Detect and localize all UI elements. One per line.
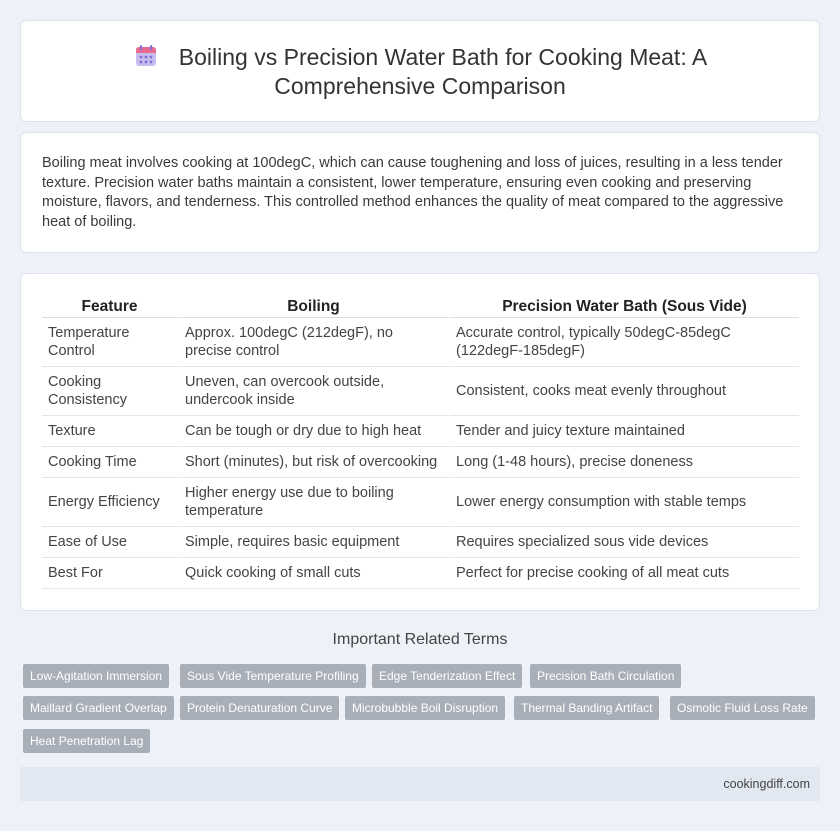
row-feature: Cooking Time: [42, 447, 177, 478]
row-sous-vide: Lower energy consumption with stable temps: [448, 478, 799, 527]
header-sous-vide: Precision Water Bath (Sous Vide): [448, 296, 799, 318]
row-boiling: Higher energy use due to boiling temperature: [177, 478, 448, 527]
header-boiling: Boiling: [177, 296, 448, 318]
table-header-row: [42, 296, 799, 318]
title-line-2: Comprehensive Comparison: [274, 73, 566, 99]
row-feature: Temperature Control: [42, 318, 177, 367]
calendar-icon: [133, 43, 159, 69]
row-sous-vide: Accurate control, typically 50degC-85degC (122degF-185degF): [448, 318, 799, 367]
related-term-tag[interactable]: Edge Tenderization Effect: [372, 664, 522, 688]
intro-card: [20, 132, 820, 253]
page-title: [21, 43, 819, 101]
comparison-table: [42, 296, 799, 589]
related-term-tag[interactable]: Thermal Banding Artifact: [514, 696, 659, 720]
row-boiling: Short (minutes), but risk of overcooking: [177, 447, 448, 478]
table-row: [42, 416, 799, 447]
footer: [20, 767, 820, 801]
row-sous-vide: Long (1-48 hours), precise doneness: [448, 447, 799, 478]
row-feature: Ease of Use: [42, 527, 177, 558]
row-boiling: Quick cooking of small cuts: [177, 558, 448, 589]
related-term-tag[interactable]: Precision Bath Circulation: [530, 664, 681, 688]
related-term-tag[interactable]: Sous Vide Temperature Profiling: [180, 664, 366, 688]
table-row: [42, 527, 799, 558]
row-feature: Energy Efficiency: [42, 478, 177, 527]
title-text-1: Boiling vs Precision Water Bath for Cooking Meat: A: [178, 44, 708, 70]
table-row: [42, 447, 799, 478]
intro-text: Boiling meat involves cooking at 100degC, which can cause toughening and loss of juices, resulting in a less tender texture. Precision water baths maintain a consistent, lower temperature, ensuring even cooking and preserving moisture, flavors, and tenderness. This controlled method enhances the quality of meat compared to the aggressive heat of boiling.: [42, 155, 784, 230]
related-term-tag[interactable]: Protein Denaturation Curve: [180, 696, 339, 720]
row-sous-vide: Requires specialized sous vide devices: [448, 527, 799, 558]
related-term-tag[interactable]: Heat Penetration Lag: [23, 729, 150, 753]
header-feature: Feature: [42, 296, 177, 318]
row-boiling: Uneven, can overcook outside, undercook inside: [177, 367, 448, 416]
comparison-table-card: [20, 273, 820, 611]
related-term-tag[interactable]: Osmotic Fluid Loss Rate: [670, 696, 815, 720]
row-feature: Best For: [42, 558, 177, 589]
related-term-tag[interactable]: Maillard Gradient Overlap: [23, 696, 174, 720]
table-row: [42, 318, 799, 367]
title-line-1: [21, 43, 819, 72]
table-row: [42, 558, 799, 589]
table-row: [42, 478, 799, 527]
row-boiling: Approx. 100degC (212degF), no precise control: [177, 318, 448, 367]
row-boiling: Can be tough or dry due to high heat: [177, 416, 448, 447]
table-row: [42, 367, 799, 416]
row-sous-vide: Perfect for precise cooking of all meat cuts: [448, 558, 799, 589]
row-sous-vide: Tender and juicy texture maintained: [448, 416, 799, 447]
related-terms-title: Important Related Terms: [332, 631, 508, 648]
footer-site-link[interactable]: cookingdiff.com: [723, 777, 810, 791]
row-sous-vide: Consistent, cooks meat evenly throughout: [448, 367, 799, 416]
related-term-tag[interactable]: Low-Agitation Immersion: [23, 664, 169, 688]
row-feature: Cooking Consistency: [42, 367, 177, 416]
row-boiling: Simple, requires basic equipment: [177, 527, 448, 558]
row-feature: Texture: [42, 416, 177, 447]
header-card: [20, 20, 820, 122]
related-term-tag[interactable]: Microbubble Boil Disruption: [345, 696, 505, 720]
